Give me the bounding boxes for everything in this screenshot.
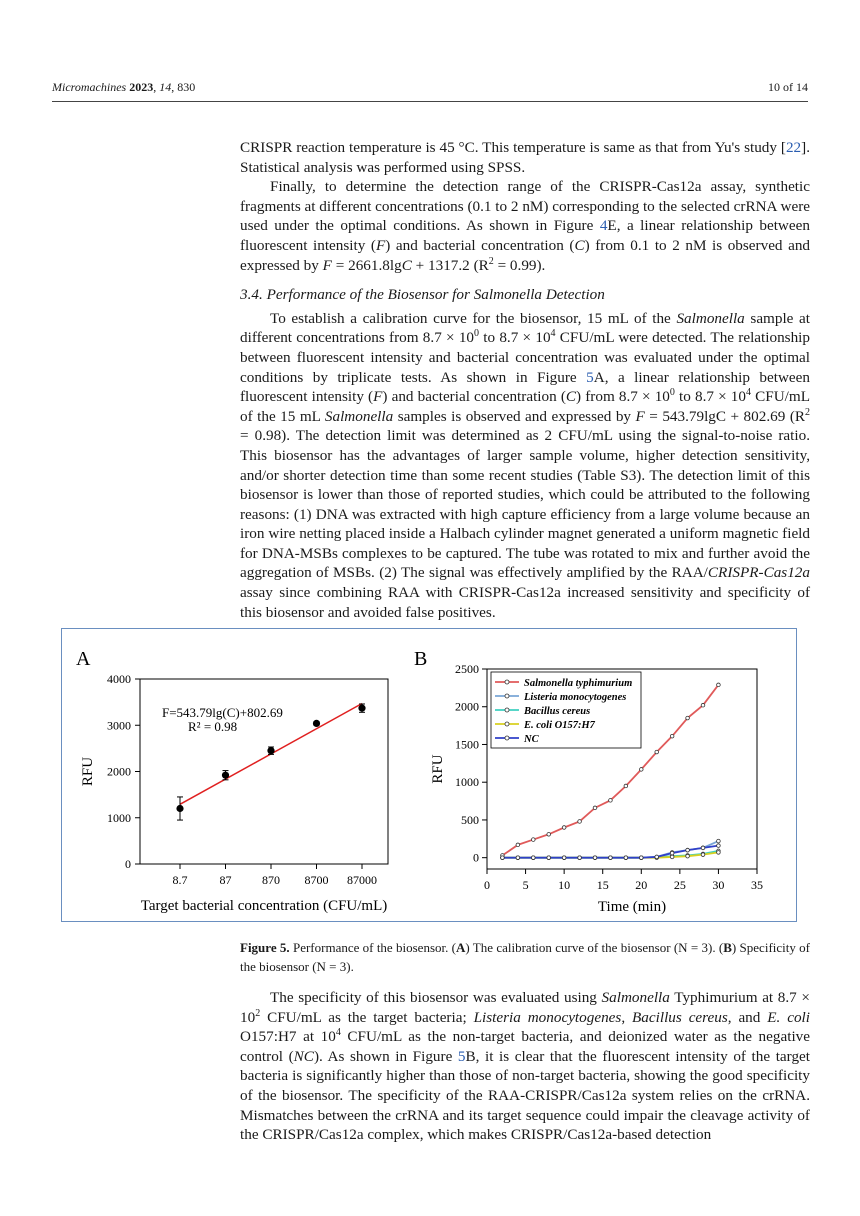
x-tick-label-a: 8.7 [172,873,188,887]
y-tick-label-a: 1000 [107,810,131,825]
legend-label-1: Listeria monocytogenes [524,692,627,703]
article-number: 830 [177,80,196,94]
chart-b [412,629,782,919]
y-axis-title-a: RFU [80,756,96,787]
panel-label-a: A [76,648,91,670]
series-point-0 [655,750,659,754]
journal-year: 2023 [129,80,154,94]
y-tick-label-a: 4000 [107,672,131,686]
journal-name: Micromachines [52,80,127,94]
series-point-0 [670,734,674,738]
x-axis-title-b: Time (min) [597,899,667,915]
data-point-a [267,747,274,754]
data-point-a [358,705,365,712]
series-point-4 [655,855,659,859]
r2-label: R² = 0.98 [188,719,238,734]
y-tick-label-a: 3000 [107,718,131,733]
x-tick-label-a: 87 [219,873,232,887]
paragraph-2: Finally, to determine the detection range of the CRISPR-Cas12a assay, synthetic fragments at different concentrations (0.1 to 2 nM) corresponding to the selected crRNA were used under the optimal conditions. As shown in Figure 4E, a linear relationship between fluorescent intensity (F) and bacterial concentration (C) from 0.1 to 2 nM is observed and expressed by F = 2661.8lgC + 1317.2 $(R^2 = 0.99)$. [240,178,811,274]
series-point-0 [562,826,566,830]
series-point-0 [516,843,520,847]
chart-a [62,629,422,919]
x-tick-label-b: 10 [558,878,571,892]
y-tick-label-b: 500 [461,812,479,827]
x-tick-label-b: 15 [596,878,609,892]
y-axis-title-b: RFU [430,754,446,784]
series-point-4 [686,848,690,852]
series-point-0 [639,768,643,772]
data-point-a [222,772,229,779]
series-point-4 [717,844,721,848]
series-point-3 [686,854,690,858]
paragraph-4: The specificity of this biosensor was evaluated using Salmonella Typhimurium at $8.7 \times 10^2$ CFU/mL as the target bacteria; Listeria monocytogenes, Bacillus cereus, and E. coli O157:H7 at $10^4$ CFU/mL as the non-target bacteria, and deionized water as the negative control (NC). As shown in Figure 5B, it is clear that the fluorescent intensity of the target bacteria is significantly higher than those of non-target bacteria, showing the good specificity of the biosensor. The specificity of the RAA-CRISPR/Cas12a system relies on the crRNA. Mismatches between the crRNA and its target sequence could impair the cleavage activity of the CRISPR/Cas12a complex, which makes CRISPR/Cas12a-based detection [240,989,811,1144]
y-tick-label-a: 0 [125,857,131,871]
series-point-0 [547,832,551,836]
legend-marker-3 [505,722,509,726]
series-point-1 [717,839,721,843]
body-text-top [240,138,810,622]
y-tick-label-b: 2000 [455,699,479,714]
y-tick-label-b: 2500 [455,662,479,676]
series-point-0 [531,838,535,842]
x-tick-label-a: 87000 [347,873,377,887]
legend-label-3: E. coli O157:H7 [524,720,595,731]
series-point-4 [670,851,674,855]
legend-marker-1 [505,694,509,698]
series-point-4 [531,856,535,860]
y-tick-label-b: 0 [473,850,479,865]
series-point-3 [717,851,721,855]
figure-5b-link[interactable]: 5 [457,1047,466,1065]
page-number: 10 of 14 [768,80,808,94]
series-point-4 [501,856,505,860]
series-point-4 [547,856,551,860]
series-point-4 [593,856,597,860]
body-text-bottom [240,988,810,1145]
x-axis-title-a: Target bacterial concentration (CFU/mL) [140,898,388,914]
header-rule [52,101,808,102]
series-point-3 [701,853,705,857]
series-point-0 [609,799,613,803]
series-point-4 [516,856,520,860]
x-tick-label-b: 25 [673,878,686,892]
legend-label-2: Bacillus cereus [524,706,591,717]
series-point-4 [562,856,566,860]
series-point-0 [624,784,628,788]
series-point-4 [624,856,628,860]
x-tick-label-a: 8700 [304,873,329,887]
x-tick-label-b: 35 [751,878,763,892]
series-point-0 [686,716,690,720]
legend-marker-2 [505,708,509,712]
data-point-a [313,720,320,727]
x-tick-label-b: 30 [712,878,725,892]
legend-label-0: Salmonella typhimurium [524,678,633,689]
equation-label: F=543.79lg(C)+802.69 [162,705,283,720]
series-point-0 [717,683,721,687]
section-title: 3.4. Performance of the Biosensor for Salmonella Detection [240,286,605,304]
figure-5-link[interactable]: 5 [586,368,594,386]
figure-5 [61,628,797,922]
series-point-4 [639,856,643,860]
journal-volume: 14 [159,80,172,94]
x-tick-label-a: 870 [262,873,280,887]
journal-citation: Micromachines 2023, 14, 830 [52,80,196,94]
series-point-4 [578,856,582,860]
legend-label-4: NC [524,734,539,745]
x-tick-label-b: 20 [635,878,648,892]
series-point-3 [670,855,674,859]
legend-marker-4 [505,736,509,740]
panel-label-b: B [414,648,428,670]
figure-4-link[interactable]: 4 [599,217,608,235]
x-tick-label-b: 0 [484,878,490,892]
x-tick-label-b: 5 [522,878,529,892]
series-point-4 [701,846,705,850]
series-point-0 [578,820,582,824]
y-tick-label-a: 2000 [107,764,131,779]
figure-caption: Figure 5. Performance of the biosensor. (A) The calibration curve of the biosensor (N = 3). (B) Specificity of the biosensor (N = 3). [240,940,811,974]
y-tick-label-b: 1000 [455,775,479,790]
reference-link-22[interactable]: 22 [785,139,802,156]
paragraph-1: CRISPR reaction temperature is 45 °C. This temperature is same as that from Yu's study [22]. Statistical analysis was performed using SPSS. [240,139,810,176]
series-point-4 [609,856,613,860]
series-point-0 [593,806,597,810]
paragraph-3: To establish a calibration curve for the biosensor, 15 mL of the Salmonella sample at different concentrations from $8.7 \times 10^0$ to $8.7 \times 10^4$ CFU/mL were detected. The relationship between fluorescent intensity and bacterial concentration was evaluated under the optimal conditions by triplicate tests. As shown in Figure 5A, a linear relationship between fluorescent intensity (F) and bacterial concentration (C) from $8.7 \times 10^0$ to $8.7 \times 10^4$ CFU/mL of the 15 mL Salmonella samples is observed and expressed by F = 543.79lgC + 802.69 $(R^2 = 0.98)$. The detection limit was determined as 2 CFU/mL using the signal-to-noise ratio. This biosensor has the advantages of larger sample volume, higher detection sensitivity, and/or shorter detection time than some recent studies (Table S3). The detection limit of this biosensor is lower than those of reported studies, which could be attributed to the following reasons: (1) DNA was extracted with high capture efficiency from a large volume because an iron wire netting placed inside a Halbach cylinder magnet generated a uniform magnetic field for DNA-MSBs complexes to be captured. The tube was rotated to mix and further avoid the aggregation of MSBs. (2) The signal was effectively amplified by the RAA/CRISPR-Cas12a assay since combining RAA with CRISPR-Cas12a increased sensitivity and specificity of this biosensor and avoided false positives. [240,309,811,621]
y-tick-label-b: 1500 [455,737,479,752]
legend-marker-0 [505,680,509,684]
data-point-a [176,805,183,812]
series-point-0 [701,703,705,707]
page-header [52,80,808,100]
